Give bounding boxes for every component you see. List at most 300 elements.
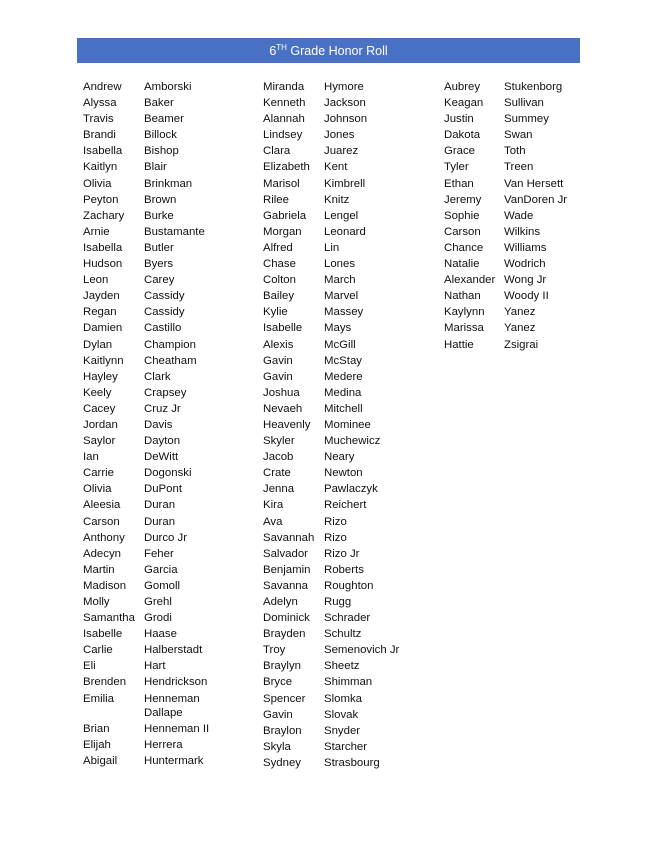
- first-name: Clara: [263, 145, 291, 158]
- first-name: Chance: [444, 241, 484, 254]
- first-name: Jeremy: [444, 193, 482, 206]
- honor-roll-entry: [83, 256, 234, 272]
- first-name: Hudson: [83, 258, 123, 271]
- last-name: Mays: [324, 322, 352, 335]
- first-name: Brian: [83, 722, 110, 735]
- last-name: Muchewicz: [324, 435, 381, 448]
- first-name: Isabella: [83, 241, 123, 254]
- last-name: Crapsey: [144, 386, 187, 399]
- honor-roll-entry: [83, 417, 234, 433]
- first-name: Braylon: [263, 724, 302, 737]
- first-name: Brandi: [83, 129, 116, 142]
- honor-roll-entry: [83, 208, 234, 224]
- honor-roll-entry: [83, 514, 234, 530]
- last-name: Champion: [144, 338, 196, 351]
- first-name: Adecyn: [83, 547, 121, 560]
- first-name: Nathan: [444, 290, 481, 303]
- honor-roll-entry: [263, 288, 399, 304]
- first-name: Isabelle: [83, 628, 123, 641]
- title-grade-number: 6: [269, 43, 277, 58]
- honor-roll-entry: [83, 320, 234, 336]
- last-name: Knitz: [324, 193, 350, 206]
- first-name: Miranda: [263, 81, 305, 93]
- honor-roll-entry: [83, 530, 234, 546]
- first-name: Marisol: [263, 177, 300, 190]
- honor-roll-entry: [83, 304, 234, 320]
- honor-roll-entry: [83, 721, 234, 737]
- honor-roll-entry: [263, 530, 399, 546]
- honor-roll-entry: [444, 272, 567, 288]
- last-name: Woody II: [504, 290, 549, 303]
- honor-roll-entry: [263, 626, 399, 642]
- honor-roll-entry: [263, 610, 399, 626]
- honor-roll-entry: [263, 658, 399, 674]
- last-name: Mitchell: [324, 402, 363, 415]
- last-name: Brown: [144, 193, 177, 206]
- honor-roll-entry: [83, 546, 234, 562]
- first-name: Hattie: [444, 338, 474, 351]
- honor-roll-entry: [83, 111, 234, 127]
- first-name: Morgan: [263, 225, 302, 238]
- honor-roll-entry: [263, 594, 399, 610]
- last-name: McGill: [324, 338, 356, 351]
- last-name: Rizo: [324, 531, 347, 544]
- last-name: Huntermark: [144, 755, 204, 768]
- first-name: Lindsey: [263, 129, 303, 142]
- honor-roll-entry: [444, 79, 567, 95]
- first-name: Molly: [83, 596, 110, 608]
- last-name: Haase: [144, 628, 177, 641]
- last-name: Grehl: [144, 596, 172, 608]
- honor-roll-entry: [83, 674, 234, 690]
- last-name: Dogonski: [144, 467, 192, 480]
- honor-roll-entry: [263, 369, 399, 385]
- last-name: Beamer: [144, 113, 184, 126]
- last-name: Zsigrai: [504, 338, 539, 351]
- last-name: Stukenborg: [504, 81, 563, 93]
- honor-roll-entry: [83, 642, 234, 658]
- first-name: Regan: [83, 306, 117, 319]
- honor-roll-entry: [444, 143, 567, 159]
- last-name: Davis: [144, 418, 173, 431]
- last-name: Shimman: [324, 676, 373, 689]
- honor-roll-entry: [444, 224, 567, 240]
- last-name: Summey: [504, 113, 549, 126]
- honor-roll-entry: [263, 481, 399, 497]
- first-name: Kaylynn: [444, 306, 485, 319]
- first-name: Ethan: [444, 177, 474, 190]
- first-name: Gavin: [263, 370, 293, 383]
- first-name: Dakota: [444, 129, 481, 142]
- honor-roll-entry: [263, 739, 399, 755]
- last-name: Marvel: [324, 290, 359, 303]
- honor-roll-entry: [263, 337, 399, 353]
- first-name: Carlie: [83, 644, 113, 657]
- honor-roll-entry: [263, 497, 399, 513]
- first-name: Zachary: [83, 209, 125, 222]
- last-name: Henneman Dallape: [144, 692, 200, 719]
- honor-roll-entry: [263, 385, 399, 401]
- last-name: Feher: [144, 547, 174, 560]
- honor-roll-entry: [444, 337, 567, 353]
- honor-roll-entry: [83, 240, 234, 256]
- last-name: Wilkins: [504, 225, 541, 238]
- first-name: Keagan: [444, 97, 484, 110]
- first-name: Alexander: [444, 274, 496, 287]
- honor-roll-entry: [83, 127, 234, 143]
- last-name: Slomka: [324, 692, 362, 705]
- honor-roll-entry: [444, 159, 567, 175]
- name-column-3: [444, 79, 567, 353]
- first-name: Dylan: [83, 338, 113, 351]
- first-name: Gabriela: [263, 209, 307, 222]
- first-name: Gavin: [263, 708, 293, 721]
- honor-roll-entry: [263, 208, 399, 224]
- honor-roll-entry: [263, 256, 399, 272]
- honor-roll-entry: [263, 433, 399, 449]
- honor-roll-entry: [263, 755, 399, 771]
- last-name: Pawlaczyk: [324, 483, 378, 496]
- honor-roll-entry: [263, 514, 399, 530]
- first-name: Savannah: [263, 531, 315, 544]
- honor-roll-entry: [83, 192, 234, 208]
- first-name: Emilia: [83, 692, 115, 705]
- honor-roll-entry: [83, 272, 234, 288]
- first-name: Kaitlyn: [83, 161, 118, 174]
- last-name: McStay: [324, 354, 362, 367]
- first-name: Bryce: [263, 676, 293, 689]
- honor-roll-entry: [263, 192, 399, 208]
- first-name: Alexis: [263, 338, 294, 351]
- first-name: Jenna: [263, 483, 295, 496]
- first-name: Brayden: [263, 628, 306, 641]
- last-name: Dayton: [144, 435, 181, 448]
- first-name: Adelyn: [263, 596, 298, 608]
- honor-roll-entry: [83, 337, 234, 353]
- honor-roll-entry: [263, 465, 399, 481]
- first-name: Alfred: [263, 241, 293, 254]
- first-name: Brenden: [83, 676, 127, 689]
- honor-roll-entry: [263, 272, 399, 288]
- last-name: Leonard: [324, 225, 366, 238]
- honor-roll-entry: [263, 562, 399, 578]
- first-name: Nevaeh: [263, 402, 303, 415]
- first-name: Tyler: [444, 161, 469, 174]
- honor-roll-entry: [263, 401, 399, 417]
- last-name: Slovak: [324, 708, 359, 721]
- last-name: Cheatham: [144, 354, 197, 367]
- last-name: Neary: [324, 451, 355, 464]
- last-name: Van Hersett: [504, 177, 564, 190]
- honor-roll-entry: [263, 578, 399, 594]
- first-name: Olivia: [83, 483, 112, 496]
- first-name: Heavenly: [263, 418, 311, 431]
- honor-roll-entry: [263, 707, 399, 723]
- first-name: Aleesia: [83, 499, 121, 512]
- first-name: Natalie: [444, 258, 480, 271]
- honor-roll-entry: [83, 401, 234, 417]
- last-name: DeWitt: [144, 451, 179, 464]
- last-name: Yanez: [504, 322, 536, 335]
- first-name: Martin: [83, 563, 115, 576]
- honor-roll-entry: [83, 449, 234, 465]
- last-name: March: [324, 274, 356, 287]
- honor-roll-entry: [263, 176, 399, 192]
- last-name: Rizo Jr: [324, 547, 360, 560]
- last-name: Duran: [144, 515, 176, 528]
- last-name: Byers: [144, 258, 174, 271]
- last-name: Snyder: [324, 724, 361, 737]
- last-name: Kimbrell: [324, 177, 366, 190]
- first-name: Colton: [263, 274, 296, 287]
- honor-roll-entry: [263, 111, 399, 127]
- first-name: Alyssa: [83, 97, 117, 110]
- first-name: Hayley: [83, 370, 118, 383]
- honor-roll-entry: [263, 353, 399, 369]
- first-name: Isabella: [83, 145, 123, 158]
- last-name: Schrader: [324, 612, 371, 625]
- honor-roll-entry: [444, 176, 567, 192]
- honor-roll-entry: [83, 626, 234, 642]
- first-name: Kaitlynn: [83, 354, 124, 367]
- first-name: Kylie: [263, 306, 288, 319]
- last-name: Brinkman: [144, 177, 193, 190]
- last-name: Medere: [324, 370, 363, 383]
- last-name: Grodi: [144, 612, 172, 625]
- first-name: Leon: [83, 274, 109, 287]
- last-name: Juarez: [324, 145, 359, 158]
- first-name: Elizabeth: [263, 161, 310, 174]
- last-name: Medina: [324, 386, 362, 399]
- honor-roll-entry: [263, 143, 399, 159]
- honor-roll-title: 6 $^{TH}$ Grade Honor Roll: [77, 38, 580, 63]
- last-name: Castillo: [144, 322, 182, 335]
- honor-roll-entry: [83, 562, 234, 578]
- last-name: Jones: [324, 129, 355, 142]
- honor-roll-entry: [83, 288, 234, 304]
- honor-roll-entry: [444, 127, 567, 143]
- last-name: Henneman II: [144, 722, 210, 735]
- honor-roll-entry: [263, 127, 399, 143]
- last-name: Roberts: [324, 563, 364, 576]
- first-name: Benjamin: [263, 563, 311, 576]
- honor-roll-entry: [263, 449, 399, 465]
- last-name: Lones: [324, 258, 356, 271]
- first-name: Arnie: [83, 225, 110, 238]
- honor-roll-entry: [444, 304, 567, 320]
- first-name: Spencer: [263, 692, 306, 705]
- honor-roll-entry: [444, 192, 567, 208]
- first-name: Skyler: [263, 435, 295, 448]
- honor-roll-entry: [83, 465, 234, 481]
- last-name: Billock: [144, 129, 177, 142]
- first-name: Keely: [83, 386, 112, 399]
- first-name: Damien: [83, 322, 123, 335]
- first-name: Carson: [83, 515, 120, 528]
- honor-roll-entry: [444, 95, 567, 111]
- last-name: Semenovich Jr: [324, 644, 400, 657]
- last-name: Newton: [324, 467, 363, 480]
- first-name: Travis: [83, 113, 114, 126]
- honor-roll-entry: [444, 111, 567, 127]
- first-name: Grace: [444, 145, 476, 158]
- honor-roll-entry: [263, 240, 399, 256]
- honor-roll-entry: [83, 224, 234, 240]
- first-name: Alannah: [263, 113, 305, 126]
- first-name: Elijah: [83, 739, 111, 752]
- first-name: Eli: [83, 660, 96, 673]
- last-name: Rizo: [324, 515, 347, 528]
- first-name: Chase: [263, 258, 296, 271]
- first-name: Carrie: [83, 467, 115, 480]
- last-name: Bustamante: [144, 225, 205, 238]
- honor-roll-entry: [263, 723, 399, 739]
- name-column-1: [83, 79, 234, 769]
- last-name: Amborski: [144, 81, 192, 93]
- first-name: Peyton: [83, 193, 119, 206]
- honor-roll-entry: [83, 481, 234, 497]
- first-name: Gavin: [263, 354, 293, 367]
- first-name: Ava: [263, 515, 283, 528]
- last-name: Baker: [144, 97, 174, 110]
- first-name: Saylor: [83, 435, 116, 448]
- first-name: Kira: [263, 499, 284, 512]
- last-name: Reichert: [324, 499, 367, 512]
- first-name: Troy: [263, 644, 286, 657]
- honor-roll-entry: [83, 369, 234, 385]
- honor-roll-entry: [444, 320, 567, 336]
- last-name: Butler: [144, 241, 174, 254]
- first-name: Aubrey: [444, 81, 481, 93]
- last-name: Bishop: [144, 145, 179, 158]
- honor-roll-entry: [83, 737, 234, 753]
- first-name: Andrew: [83, 81, 122, 93]
- last-name: Starcher: [324, 740, 368, 753]
- last-name: Garcia: [144, 563, 178, 576]
- last-name: Strasbourg: [324, 756, 380, 769]
- first-name: Braylyn: [263, 660, 301, 673]
- last-name: Yanez: [504, 306, 536, 319]
- last-name: Gomoll: [144, 579, 181, 592]
- honor-roll-entry: [83, 95, 234, 111]
- honor-roll-entry: [263, 642, 399, 658]
- last-name: VanDoren Jr: [504, 193, 568, 206]
- last-name: Hart: [144, 660, 166, 673]
- first-name: Jacob: [263, 451, 294, 464]
- first-name: Skyla: [263, 740, 291, 753]
- last-name: Clark: [144, 370, 171, 383]
- last-name: Durco Jr: [144, 531, 188, 544]
- last-name: Schultz: [324, 628, 362, 641]
- last-name: Cassidy: [144, 306, 185, 319]
- last-name: Johnson: [324, 113, 368, 126]
- honor-roll-entry: [83, 497, 234, 513]
- last-name: Wade: [504, 209, 534, 222]
- first-name: Jayden: [83, 290, 120, 303]
- honor-roll-entry: [263, 159, 399, 175]
- last-name: Kent: [324, 161, 348, 174]
- last-name: DuPont: [144, 483, 182, 496]
- honor-roll-entry: [83, 79, 234, 95]
- first-name: Savanna: [263, 579, 308, 592]
- honor-roll-entry: [444, 240, 567, 256]
- honor-roll-entry: [83, 610, 234, 626]
- last-name: Sullivan: [504, 97, 544, 110]
- first-name: Anthony: [83, 531, 125, 544]
- last-name: Burke: [144, 209, 174, 222]
- last-name: Lin: [324, 241, 340, 254]
- honor-roll-entry: [263, 95, 399, 111]
- last-name: Halberstadt: [144, 644, 203, 657]
- first-name: Carson: [444, 225, 481, 238]
- first-name: Bailey: [263, 290, 295, 303]
- last-name: Treen: [504, 161, 534, 174]
- first-name: Ian: [83, 451, 99, 464]
- first-name: Abigail: [83, 755, 118, 768]
- honor-roll-entry: [83, 159, 234, 175]
- honor-roll-entry: [263, 546, 399, 562]
- first-name: Joshua: [263, 386, 300, 399]
- title-text: Grade Honor Roll: [286, 43, 388, 58]
- last-name: Duran: [144, 499, 176, 512]
- honor-roll-entry: [444, 256, 567, 272]
- last-name: Hendrickson: [144, 676, 208, 689]
- first-name: Sophie: [444, 209, 480, 222]
- honor-roll-entry: [263, 79, 399, 95]
- honor-roll-entry: [263, 304, 399, 320]
- honor-roll-entry: [263, 224, 399, 240]
- first-name: Jordan: [83, 418, 118, 431]
- last-name: Swan: [504, 129, 533, 142]
- last-name: Roughton: [324, 579, 374, 592]
- first-name: Dominick: [263, 612, 310, 625]
- first-name: Marissa: [444, 322, 484, 335]
- last-name: Massey: [324, 306, 364, 319]
- first-name: Salvador: [263, 547, 308, 560]
- honor-roll-entry: [83, 176, 234, 192]
- first-name: Sydney: [263, 756, 301, 769]
- last-name: Carey: [144, 274, 175, 287]
- last-name: Williams: [504, 241, 547, 254]
- honor-roll-entry: [83, 143, 234, 159]
- first-name: Isabelle: [263, 322, 303, 335]
- last-name: Hymore: [324, 81, 364, 93]
- first-name: Samantha: [83, 612, 135, 625]
- honor-roll-entry: [83, 658, 234, 674]
- first-name: Kenneth: [263, 97, 306, 110]
- honor-roll-entry: [263, 417, 399, 433]
- last-name: Jackson: [324, 97, 366, 110]
- first-name: Olivia: [83, 177, 112, 190]
- honor-roll-entry: [83, 353, 234, 369]
- honor-roll-entry: [263, 691, 399, 707]
- last-name: Wong Jr: [504, 274, 547, 287]
- last-name: Mominee: [324, 418, 371, 431]
- first-name: Cacey: [83, 402, 116, 415]
- first-name: Madison: [83, 579, 127, 592]
- first-name: Justin: [444, 113, 474, 126]
- first-name: Rilee: [263, 193, 289, 206]
- honor-roll-entry: [263, 674, 399, 690]
- last-name: Sheetz: [324, 660, 360, 673]
- honor-roll-entry: [444, 288, 567, 304]
- honor-roll-entry: [83, 433, 234, 449]
- first-name: Crate: [263, 467, 291, 480]
- last-name: Cassidy: [144, 290, 185, 303]
- last-name: Rugg: [324, 596, 352, 608]
- honor-roll-entry: [444, 208, 567, 224]
- name-column-2: [263, 79, 399, 771]
